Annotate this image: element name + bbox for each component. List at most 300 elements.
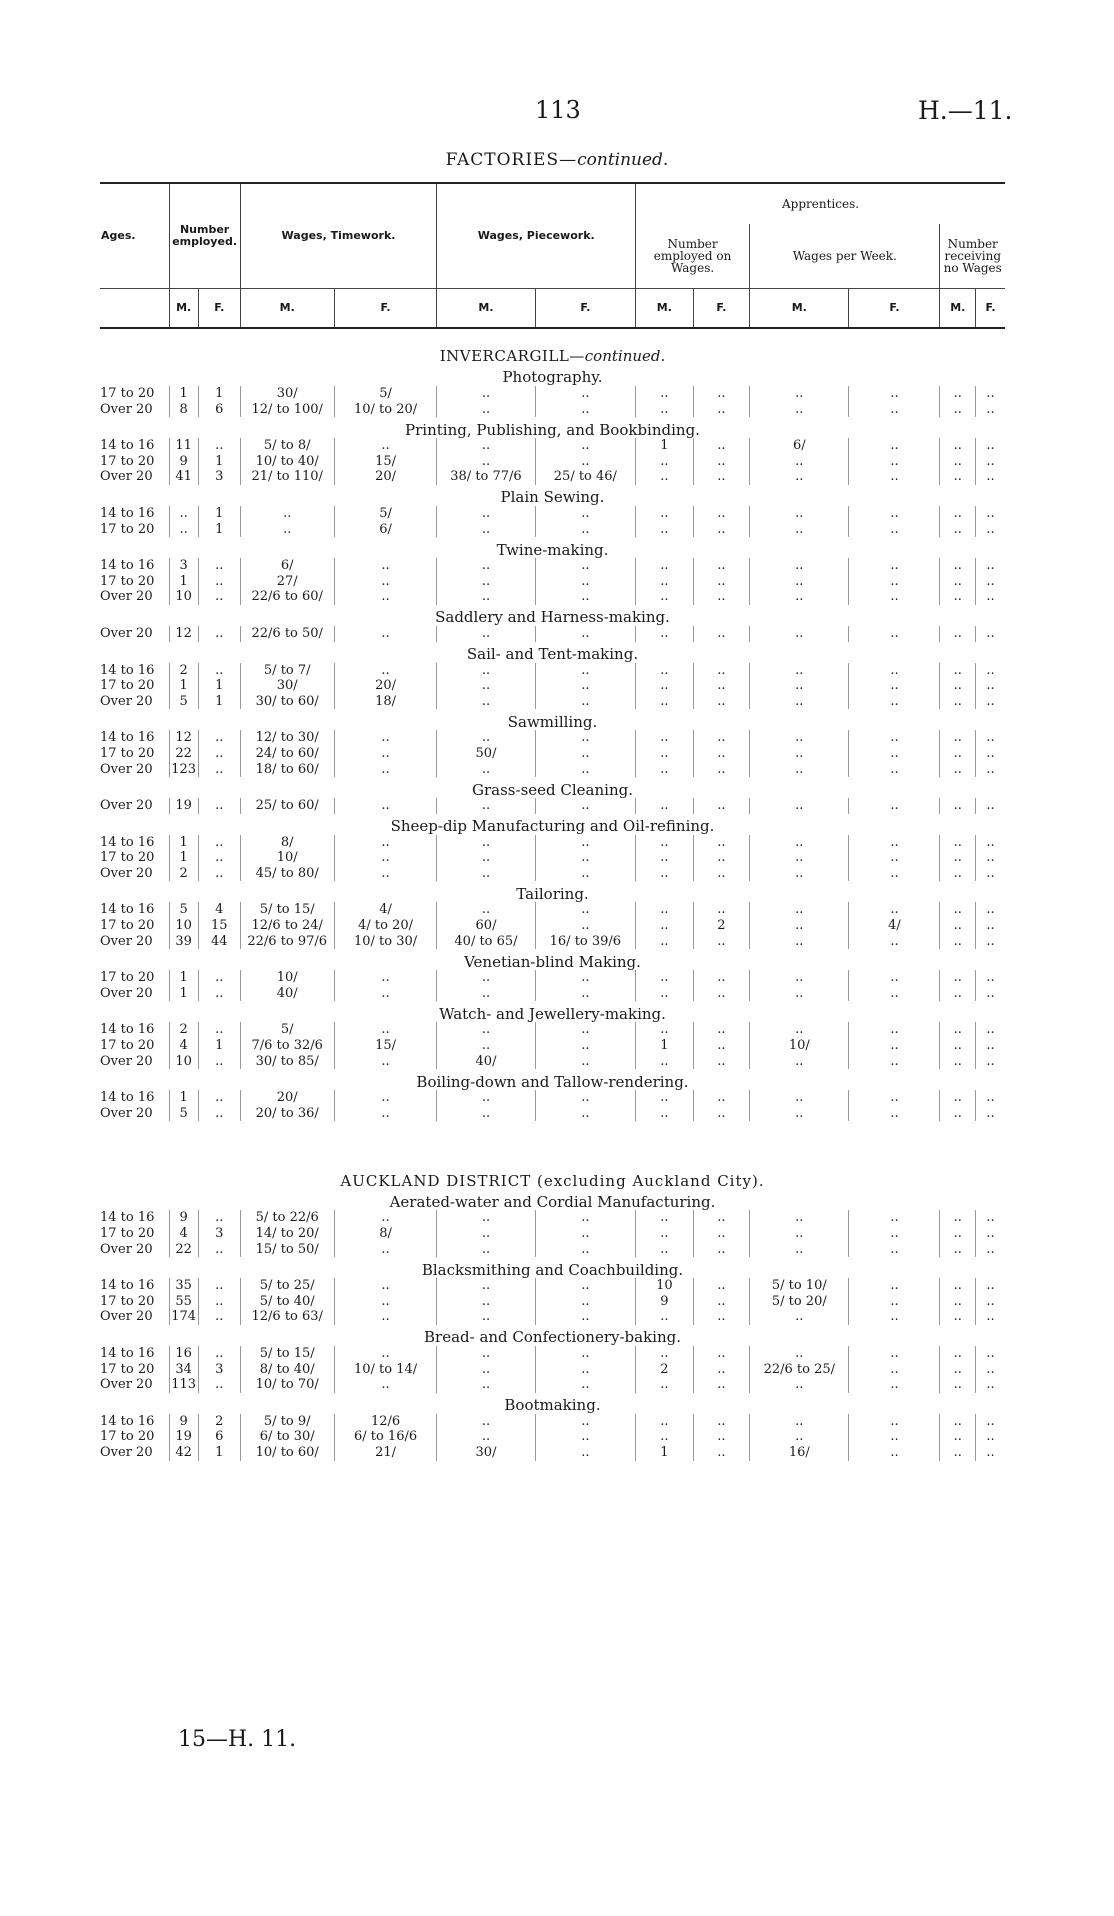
title-suffix: continued. xyxy=(577,150,669,170)
value-cell: .. xyxy=(535,1278,635,1294)
age-cell: 14 to 16 xyxy=(100,1278,155,1294)
value-cell: .. xyxy=(750,574,849,590)
value-cell: .. xyxy=(198,438,240,454)
value-cell: 5/ to 22/6 xyxy=(240,1210,334,1226)
trade-name: Bootmaking. xyxy=(504,1396,601,1414)
value-cell: 6/ xyxy=(750,438,849,454)
table-row xyxy=(100,746,1005,762)
value-cell: .. xyxy=(976,454,1005,470)
value-cell: .. xyxy=(750,835,849,851)
value-cell: 8/ xyxy=(240,835,334,851)
value-cell: .. xyxy=(750,1054,849,1070)
value-cell: .. xyxy=(750,589,849,605)
value-cell: .. xyxy=(976,1362,1005,1378)
trade-heading xyxy=(100,1189,1005,1210)
value-cell: .. xyxy=(693,1429,749,1445)
value-cell: .. xyxy=(976,850,1005,866)
value-cell: .. xyxy=(750,678,849,694)
value-cell: .. xyxy=(976,1210,1005,1226)
value-cell: .. xyxy=(535,574,635,590)
value-cell: 22/6 to 50/ xyxy=(240,626,334,642)
value-cell: .. xyxy=(240,506,334,522)
trade-name: Venetian-blind Making. xyxy=(464,952,641,971)
trade-name: Sawmilling. xyxy=(507,712,598,731)
value-cell: .. xyxy=(849,1242,940,1258)
value-cell: .. xyxy=(940,835,976,851)
table-row xyxy=(100,1377,1005,1393)
value-cell: .. xyxy=(976,386,1005,402)
value-cell: 30/ xyxy=(240,386,334,402)
age-cell: 17 to 20 xyxy=(100,521,155,537)
value-cell: .. xyxy=(240,522,334,538)
value-cell: .. xyxy=(334,1346,437,1362)
value-cell: 20/ xyxy=(334,678,437,694)
value-cell: 30/ to 60/ xyxy=(240,694,334,710)
value-cell: 22/6 to 60/ xyxy=(240,589,334,605)
value-cell: 30/ xyxy=(437,1445,535,1461)
value-cell: .. xyxy=(750,746,849,762)
value-cell: .. xyxy=(976,986,1005,1002)
value-cell: .. xyxy=(693,1022,749,1038)
value-cell: 12/6 xyxy=(334,1414,437,1430)
value-cell: .. xyxy=(976,589,1005,605)
value-cell: .. xyxy=(976,1022,1005,1038)
value-cell: .. xyxy=(535,1445,635,1461)
value-cell: .. xyxy=(535,902,635,918)
value-cell: .. xyxy=(976,1054,1005,1070)
value-cell: .. xyxy=(976,970,1005,986)
value-cell: .. xyxy=(334,1210,437,1226)
trade-name: Printing, Publishing, and Bookbinding. xyxy=(405,420,700,439)
value-cell: .. xyxy=(940,1038,976,1054)
value-cell: .. xyxy=(750,1210,849,1226)
value-cell: .. xyxy=(198,835,240,851)
value-cell: .. xyxy=(849,1429,940,1445)
trade-heading xyxy=(100,1069,1005,1090)
value-cell: .. xyxy=(750,1106,849,1122)
value-cell: .. xyxy=(750,730,849,746)
value-cell: .. xyxy=(437,1242,535,1258)
trade-name: Blacksmithing and Coachbuilding. xyxy=(421,1260,684,1279)
value-cell: .. xyxy=(693,1294,749,1310)
value-cell: 123 xyxy=(169,762,198,778)
value-cell: .. xyxy=(940,694,976,710)
value-cell: 5/ xyxy=(334,506,437,522)
value-cell: .. xyxy=(750,1346,849,1362)
value-cell: .. xyxy=(535,798,635,814)
value-cell: .. xyxy=(636,386,694,402)
value-cell: .. xyxy=(535,1429,635,1445)
value-cell: .. xyxy=(437,589,535,605)
age-cell: Over 20 xyxy=(100,625,153,641)
value-cell: .. xyxy=(976,626,1005,642)
value-cell: .. xyxy=(940,1106,976,1122)
age-cell: Over 20 xyxy=(100,401,153,417)
value-cell: 4/ xyxy=(334,902,437,918)
value-cell: .. xyxy=(849,850,940,866)
value-cell: .. xyxy=(976,438,1005,454)
value-cell: .. xyxy=(636,730,694,746)
value-cell: .. xyxy=(169,522,198,538)
value-cell: .. xyxy=(849,1090,940,1106)
value-cell: 10 xyxy=(169,589,198,605)
value-cell: .. xyxy=(693,986,749,1002)
value-cell: 1 xyxy=(169,1090,198,1106)
value-cell: .. xyxy=(437,1226,535,1242)
value-cell: .. xyxy=(636,850,694,866)
value-cell: .. xyxy=(693,1090,749,1106)
value-cell: .. xyxy=(535,694,635,710)
trade-heading xyxy=(100,1257,1005,1278)
value-cell: .. xyxy=(693,1106,749,1122)
col-wages-timework: Wages, Timework. xyxy=(240,183,437,289)
age-cell: 17 to 20 xyxy=(100,1429,155,1445)
value-cell: .. xyxy=(940,746,976,762)
value-cell: .. xyxy=(693,934,749,950)
col-f: F. xyxy=(693,289,749,329)
table-row xyxy=(100,454,1005,470)
value-cell: 20/ xyxy=(240,1090,334,1106)
value-cell: .. xyxy=(849,746,940,762)
value-cell: .. xyxy=(750,986,849,1002)
value-cell: .. xyxy=(437,694,535,710)
value-cell: 5 xyxy=(169,902,198,918)
table-row xyxy=(100,1414,1005,1430)
value-cell: .. xyxy=(636,835,694,851)
value-cell: 8/ xyxy=(334,1226,437,1242)
value-cell: 5/ to 20/ xyxy=(750,1294,849,1310)
trade-name: Watch- and Jewellery-making. xyxy=(439,1004,666,1023)
age-cell: Over 20 xyxy=(100,469,153,485)
value-cell: .. xyxy=(693,589,749,605)
age-cell: 17 to 20 xyxy=(100,1361,155,1377)
value-cell: .. xyxy=(535,1054,635,1070)
value-cell: .. xyxy=(535,589,635,605)
document-reference: H.—11. xyxy=(918,96,1013,125)
col-appr-number-on-wages: Number employed on Wages. xyxy=(636,224,750,289)
table-row xyxy=(100,663,1005,679)
value-cell: .. xyxy=(849,1377,940,1393)
value-cell: .. xyxy=(535,402,635,418)
value-cell: .. xyxy=(198,1022,240,1038)
trade-heading xyxy=(100,642,1005,663)
value-cell: .. xyxy=(437,866,535,882)
value-cell: 4 xyxy=(198,902,240,918)
value-cell: .. xyxy=(437,1362,535,1378)
value-cell: .. xyxy=(636,678,694,694)
table-row xyxy=(100,1429,1005,1445)
value-cell: .. xyxy=(750,469,849,485)
value-cell: 20/ xyxy=(334,469,437,485)
value-cell: .. xyxy=(535,678,635,694)
value-cell: .. xyxy=(976,1038,1005,1054)
value-cell: .. xyxy=(693,1278,749,1294)
value-cell: 40/ to 65/ xyxy=(437,934,535,950)
value-cell: 16/ to 39/6 xyxy=(535,934,635,950)
page-title xyxy=(0,150,1114,170)
value-cell: 10/ xyxy=(750,1038,849,1054)
value-cell: .. xyxy=(636,1106,694,1122)
value-cell: .. xyxy=(334,866,437,882)
value-cell: 10/ to 20/ xyxy=(334,402,437,418)
value-cell: .. xyxy=(940,798,976,814)
value-cell: 42 xyxy=(169,1445,198,1461)
value-cell: 2 xyxy=(169,663,198,679)
value-cell: .. xyxy=(750,1242,849,1258)
value-cell: 8 xyxy=(169,402,198,418)
value-cell: .. xyxy=(976,1242,1005,1258)
value-cell: 15/ xyxy=(334,1038,437,1054)
value-cell: .. xyxy=(849,1445,940,1461)
value-cell: .. xyxy=(750,506,849,522)
trade-heading xyxy=(100,365,1005,386)
value-cell: .. xyxy=(976,1414,1005,1430)
table-row xyxy=(100,574,1005,590)
value-cell: .. xyxy=(976,835,1005,851)
value-cell: .. xyxy=(940,730,976,746)
trade-heading xyxy=(100,949,1005,970)
value-cell: .. xyxy=(437,850,535,866)
col-f: F. xyxy=(198,289,240,329)
value-cell: .. xyxy=(437,678,535,694)
age-cell: Over 20 xyxy=(100,693,153,709)
table-row xyxy=(100,1346,1005,1362)
value-cell: 22 xyxy=(169,746,198,762)
value-cell: 1 xyxy=(169,678,198,694)
value-cell: .. xyxy=(849,1022,940,1038)
value-cell: .. xyxy=(849,902,940,918)
value-cell: 1 xyxy=(169,574,198,590)
value-cell: 3 xyxy=(198,1226,240,1242)
value-cell: .. xyxy=(334,1242,437,1258)
table-row xyxy=(100,1242,1005,1258)
value-cell: 1 xyxy=(169,835,198,851)
value-cell: .. xyxy=(849,1038,940,1054)
value-cell: 5 xyxy=(169,1106,198,1122)
value-cell: .. xyxy=(636,506,694,522)
value-cell: .. xyxy=(750,558,849,574)
value-cell: .. xyxy=(693,1346,749,1362)
value-cell: .. xyxy=(693,850,749,866)
value-cell: .. xyxy=(198,1309,240,1325)
value-cell: 3 xyxy=(198,1362,240,1378)
value-cell: .. xyxy=(750,522,849,538)
trade-name: Plain Sewing. xyxy=(500,488,605,506)
value-cell: .. xyxy=(535,506,635,522)
value-cell: .. xyxy=(940,850,976,866)
value-cell: .. xyxy=(198,866,240,882)
value-cell: .. xyxy=(940,1054,976,1070)
age-cell: 14 to 16 xyxy=(100,1090,155,1106)
table-row xyxy=(100,934,1005,950)
value-cell: .. xyxy=(940,469,976,485)
value-cell: .. xyxy=(940,970,976,986)
table-row xyxy=(100,386,1005,402)
value-cell: .. xyxy=(334,1106,437,1122)
value-cell: 10/ to 60/ xyxy=(240,1445,334,1461)
value-cell: .. xyxy=(940,1309,976,1325)
value-cell: .. xyxy=(334,850,437,866)
value-cell: 16/ xyxy=(750,1445,849,1461)
col-m: M. xyxy=(636,289,694,329)
value-cell: 9 xyxy=(169,1414,198,1430)
value-cell: .. xyxy=(750,663,849,679)
value-cell: .. xyxy=(437,1038,535,1054)
value-cell: .. xyxy=(198,762,240,778)
value-cell: .. xyxy=(693,1445,749,1461)
age-cell: 14 to 16 xyxy=(100,438,155,454)
table-row xyxy=(100,402,1005,418)
value-cell: .. xyxy=(198,730,240,746)
value-cell: 15 xyxy=(198,918,240,934)
age-cell: 17 to 20 xyxy=(100,918,155,934)
value-cell: 15/ to 50/ xyxy=(240,1242,334,1258)
age-cell: 17 to 20 xyxy=(100,678,155,694)
value-cell: .. xyxy=(750,934,849,950)
value-cell: .. xyxy=(849,626,940,642)
age-cell: Over 20 xyxy=(100,1241,153,1257)
table-row xyxy=(100,1054,1005,1070)
value-cell: .. xyxy=(693,694,749,710)
value-cell: .. xyxy=(693,1210,749,1226)
age-cell: Over 20 xyxy=(100,1053,153,1069)
age-cell: 17 to 20 xyxy=(100,1293,155,1309)
col-ages: Ages. xyxy=(100,183,169,289)
value-cell: .. xyxy=(849,934,940,950)
trade-heading xyxy=(100,814,1005,835)
value-cell: .. xyxy=(334,798,437,814)
value-cell: .. xyxy=(750,850,849,866)
value-cell: 1 xyxy=(198,454,240,470)
value-cell: .. xyxy=(636,574,694,590)
value-cell: 41 xyxy=(169,469,198,485)
value-cell: .. xyxy=(940,934,976,950)
col-number-employed: Number employed. xyxy=(169,183,240,289)
value-cell: .. xyxy=(940,386,976,402)
value-cell: .. xyxy=(693,626,749,642)
value-cell: .. xyxy=(535,1414,635,1430)
value-cell: .. xyxy=(198,1278,240,1294)
value-cell: .. xyxy=(636,589,694,605)
value-cell: .. xyxy=(976,522,1005,538)
district-cell xyxy=(100,341,1005,365)
value-cell: .. xyxy=(535,918,635,934)
trade-name: Boiling-down and Tallow-rendering. xyxy=(416,1072,689,1091)
value-cell: .. xyxy=(437,1309,535,1325)
value-cell: .. xyxy=(849,1210,940,1226)
age-cell: 17 to 20 xyxy=(100,970,155,986)
value-cell: 4 xyxy=(169,1038,198,1054)
value-cell: .. xyxy=(636,1226,694,1242)
value-cell: .. xyxy=(636,1022,694,1038)
value-cell: .. xyxy=(849,1226,940,1242)
value-cell: .. xyxy=(940,589,976,605)
value-cell: 10 xyxy=(169,1054,198,1070)
value-cell: .. xyxy=(334,438,437,454)
value-cell: .. xyxy=(198,1377,240,1393)
value-cell: .. xyxy=(636,454,694,470)
age-cell: 14 to 16 xyxy=(100,902,155,918)
trade-name: Photography. xyxy=(502,368,603,386)
value-cell: .. xyxy=(198,1346,240,1362)
value-cell: .. xyxy=(535,454,635,470)
value-cell: 5/ to 7/ xyxy=(240,663,334,679)
value-cell: .. xyxy=(535,1090,635,1106)
value-cell: .. xyxy=(849,1346,940,1362)
value-cell: .. xyxy=(940,1090,976,1106)
age-cell: Over 20 xyxy=(100,985,153,1001)
value-cell: .. xyxy=(636,1414,694,1430)
value-cell: .. xyxy=(437,1090,535,1106)
value-cell: .. xyxy=(849,1054,940,1070)
section-spacer xyxy=(100,1121,1005,1165)
value-cell: .. xyxy=(940,1414,976,1430)
value-cell: 1 xyxy=(169,970,198,986)
value-cell: .. xyxy=(693,835,749,851)
page-number: 113 xyxy=(535,96,581,124)
value-cell: 35 xyxy=(169,1278,198,1294)
col-f: F. xyxy=(976,289,1005,329)
value-cell: 10 xyxy=(169,918,198,934)
value-cell: .. xyxy=(334,574,437,590)
value-cell: .. xyxy=(849,1362,940,1378)
col-appr-wages-per-week: Wages per Week. xyxy=(750,224,940,289)
value-cell: .. xyxy=(437,663,535,679)
value-cell: .. xyxy=(849,730,940,746)
value-cell: 30/ to 85/ xyxy=(240,1054,334,1070)
value-cell: 2 xyxy=(693,918,749,934)
value-cell: 3 xyxy=(198,469,240,485)
value-cell: .. xyxy=(693,1038,749,1054)
value-cell: .. xyxy=(636,986,694,1002)
value-cell: .. xyxy=(636,469,694,485)
spacer-cell xyxy=(100,1121,1005,1165)
value-cell: 1 xyxy=(198,678,240,694)
value-cell: .. xyxy=(693,762,749,778)
age-cell: Over 20 xyxy=(100,761,153,777)
table-row xyxy=(100,850,1005,866)
value-cell: .. xyxy=(334,1090,437,1106)
value-cell: .. xyxy=(437,762,535,778)
value-cell: 30/ xyxy=(240,678,334,694)
age-cell: 14 to 16 xyxy=(100,662,155,678)
table-row xyxy=(100,1362,1005,1378)
value-cell: 3 xyxy=(169,558,198,574)
value-cell: .. xyxy=(535,663,635,679)
value-cell: .. xyxy=(535,1309,635,1325)
table-row xyxy=(100,589,1005,605)
value-cell: .. xyxy=(976,506,1005,522)
value-cell: .. xyxy=(636,402,694,418)
value-cell: 1 xyxy=(169,386,198,402)
value-cell: .. xyxy=(535,1346,635,1362)
table-row xyxy=(100,918,1005,934)
value-cell: 9 xyxy=(636,1294,694,1310)
value-cell: .. xyxy=(636,866,694,882)
value-cell: .. xyxy=(636,918,694,934)
table-row xyxy=(100,902,1005,918)
value-cell: .. xyxy=(849,1294,940,1310)
value-cell: .. xyxy=(636,1309,694,1325)
value-cell: .. xyxy=(437,1346,535,1362)
value-cell: .. xyxy=(693,1362,749,1378)
value-cell: .. xyxy=(849,1309,940,1325)
value-cell: .. xyxy=(535,835,635,851)
col-m: M. xyxy=(750,289,849,329)
table-row xyxy=(100,558,1005,574)
value-cell: 1 xyxy=(169,986,198,1002)
value-cell: .. xyxy=(437,970,535,986)
